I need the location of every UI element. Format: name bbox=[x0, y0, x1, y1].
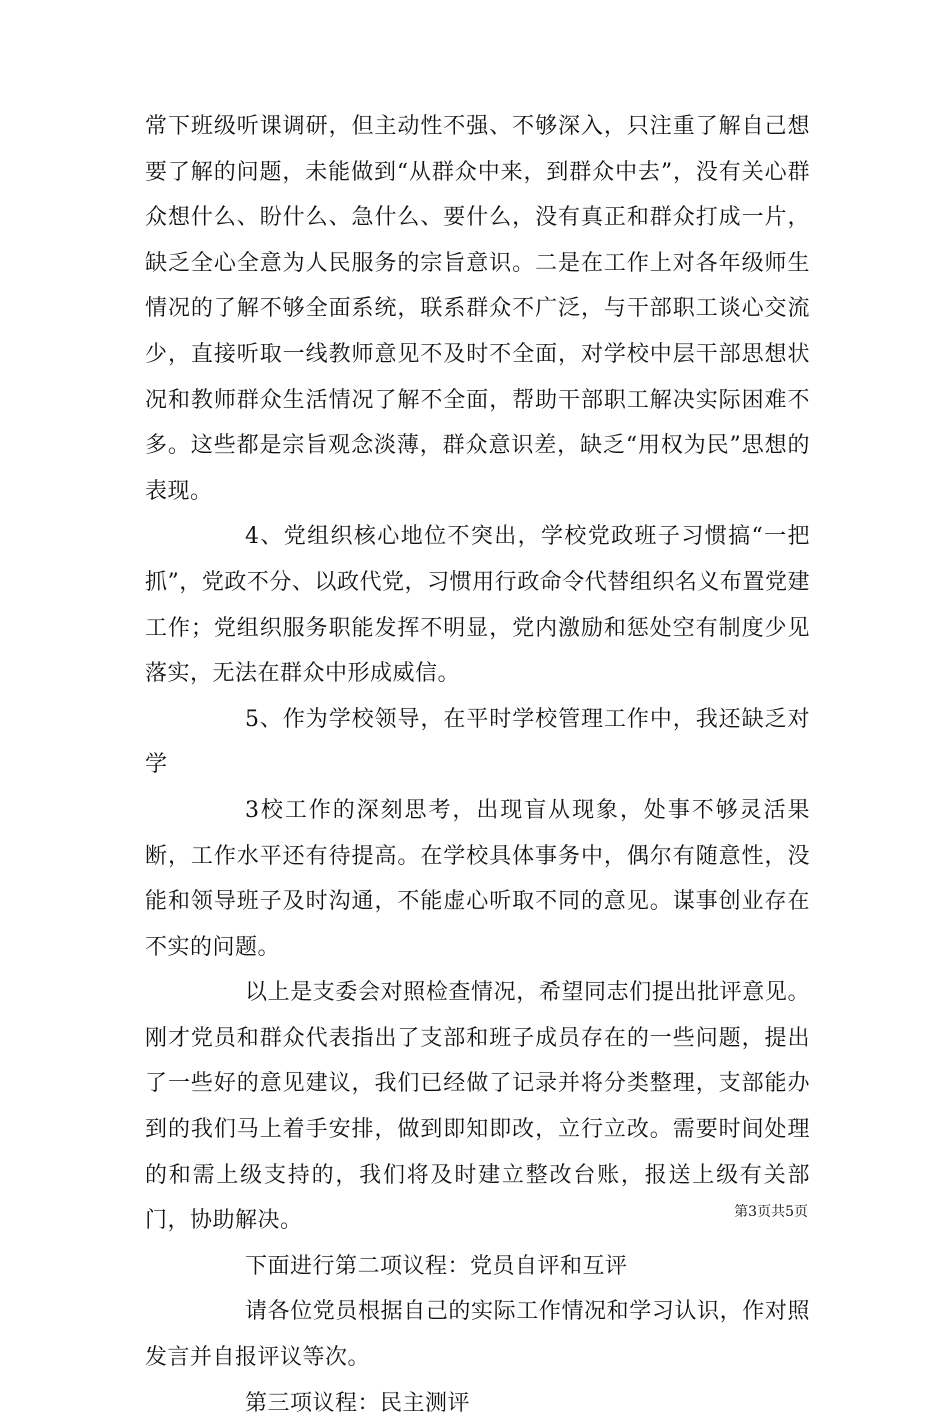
paragraph-summary: 以上是支委会对照检查情况，希望同志们提出批评意见。刚才党员和群众代表指出了支部和班子成员存在的一些问题，提出了一些好的意见建议，我们已经做了记录并将分类整理，支部能办到的我们马上着手安排，做到即知即改，立行立改。需要时间处理的和需上级支持的，我们将及时建立整改台账，报送上级有关部门，协助解决。 bbox=[145, 980, 810, 1234]
paragraph-item-5-continued: 3校工作的深刻思考，出现盲从现象，处事不够灵活果断，工作水平还有待提高。在学校具体事务中，偶尔有随意性，没能和领导班子及时沟通，不能虚心听取不同的意见。谋事创业存在不实的问题。 bbox=[145, 797, 810, 960]
paragraph-item-4: 4、党组织核心地位不突出，学校党政班子习惯搞“一把抓”，党政不分、以政代党，习惯用行政命令代替组织名义布置党建工作；党组织服务职能发挥不明显，党内激励和惩处空有制度少见落实，无法在群众中形成威信。 bbox=[145, 524, 810, 687]
page-number-footer: 第3页共5页 bbox=[734, 1204, 808, 1220]
paragraph-agenda-2: 下面进行第二项议程：党员自评和互评 bbox=[245, 1253, 628, 1279]
paragraph-agenda-3: 第三项议程：民主测评 bbox=[245, 1390, 471, 1416]
paragraph-agenda-2-instruction: 请各位党员根据自己的实际工作情况和学习认识，作对照发言并自报评议等次。 bbox=[145, 1299, 810, 1371]
document-body bbox=[145, 104, 810, 1426]
paragraph-continuation: 常下班级听课调研，但主动性不强、不够深入，只注重了解自己想要了解的问题，未能做到“从群众中来，到群众中去”，没有关心群众想什么、盼什么、急什么、要什么，没有真正和群众打成一片，缺乏全心全意为人民服务的宗旨意识。二是在工作上对各年级师生情况的了解不够全面系统，联系群众不广泛，与干部职工谈心交流少，直接听取一线教师意见不及时不全面，对学校中层干部思想状况和教师群众生活情况了解不全面，帮助干部职工解决实际困难不多。这些都是宗旨观念淡薄，群众意识差，缺乏“用权为民”思想的表现。 bbox=[145, 114, 810, 504]
paragraph-item-5: 5、作为学校领导，在平时学校管理工作中，我还缺乏对学 bbox=[145, 706, 810, 778]
